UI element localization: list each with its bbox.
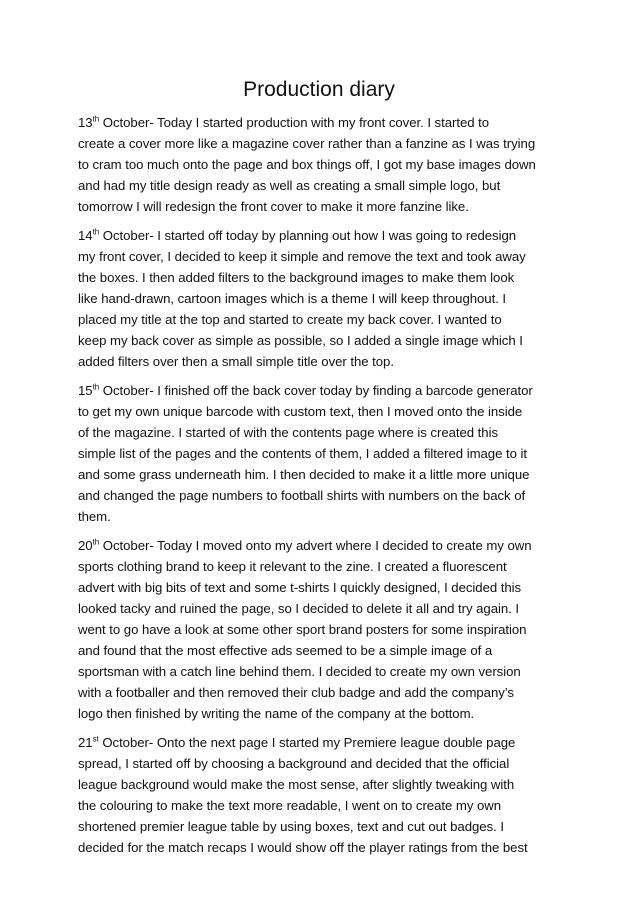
entry-date-day: 14 — [78, 228, 93, 243]
entry-line-text: October- Onto the next page I started my Premiere league double page — [98, 735, 516, 750]
entry-line: logo then finished by writing the name of the company at the bottom. — [78, 706, 475, 721]
entry-line — [78, 535, 568, 556]
entry-line: like hand-drawn, cartoon images which is a theme I will keep throughout. I — [78, 291, 507, 306]
diary-entry — [78, 535, 568, 724]
entry-line: and changed the page numbers to football shirts with numbers on the back of — [78, 488, 526, 503]
entry-line: simple list of the pages and the contents of them, I added a filtered image to it — [78, 446, 527, 461]
entry-line: keep my back cover as simple as possible, so I added a single image which I — [78, 333, 523, 348]
entry-line: placed my title at the top and started to create my back cover. I wanted to — [78, 312, 502, 327]
entry-line: create a cover more like a magazine cover rather than a fanzine as I was trying — [78, 136, 536, 151]
entry-line: sports clothing brand to keep it relevant to the zine. I created a fluorescent — [78, 559, 507, 574]
entry-date-suffix: th — [92, 227, 100, 237]
entry-line: added filters over then a small simple title over the top. — [78, 354, 394, 369]
entry-line — [78, 112, 568, 133]
entry-date-suffix: th — [92, 537, 100, 547]
entry-line: and had my title design ready as well as creating a small simple logo, but — [78, 178, 501, 193]
entry-line: shortened premier league table by using boxes, text and cut out badges. I — [78, 819, 504, 834]
entry-line: to cram too much onto the page and box things off, I got my base images down — [78, 157, 536, 172]
entry-date-suffix: th — [92, 382, 100, 392]
diary-entry — [78, 732, 568, 858]
entry-line: my front cover, I decided to keep it simple and remove the text and took away — [78, 249, 526, 264]
entry-line: them. — [78, 509, 111, 524]
entry-date-day: 13 — [78, 115, 93, 130]
entry-line — [78, 225, 568, 246]
entry-line: the boxes. I then added filters to the background images to make them look — [78, 270, 515, 285]
entry-line: looked tacky and ruined the page, so I decided to delete it all and try again. I — [78, 601, 520, 616]
entry-line: and some grass underneath him. I then decided to make it a little more unique — [78, 467, 530, 482]
entry-date-suffix: st — [92, 734, 99, 744]
entry-line-text: October- Today I moved onto my advert where I decided to create my own — [99, 538, 532, 553]
entry-line-text: October- I finished off the back cover today by finding a barcode generator — [99, 383, 533, 398]
entry-date-day: 20 — [78, 538, 93, 553]
diary-entry — [78, 112, 568, 217]
entry-line: went to go have a look at some other sport brand posters for some inspiration — [78, 622, 527, 637]
entry-line: tomorrow I will redesign the front cover to make it more fanzine like. — [78, 199, 469, 214]
entry-line: spread, I started off by choosing a background and decided that the official — [78, 756, 510, 771]
entry-line-text: October- I started off today by planning out how I was going to redesign — [99, 228, 517, 243]
diary-entry — [78, 380, 568, 527]
entry-line — [78, 732, 568, 753]
entry-line: with a footballer and then removed their club badge and add the company’s — [78, 685, 514, 700]
entry-line: decided for the match recaps I would show off the player ratings from the best — [78, 840, 528, 855]
entry-date-day: 15 — [78, 383, 93, 398]
diary-body — [78, 112, 568, 866]
page-title: Production diary — [243, 78, 395, 101]
entry-line — [78, 380, 568, 401]
entry-line: league background would make the most sense, after slightly tweaking with — [78, 777, 515, 792]
entry-date-day: 21 — [78, 735, 93, 750]
entry-line-text: October- Today I started production with my front cover. I started to — [99, 115, 490, 130]
entry-line: and found that the most effective ads seemed to be a simple image of a — [78, 643, 493, 658]
entry-line: of the magazine. I started of with the contents page where is created this — [78, 425, 499, 440]
entry-line: advert with big bits of text and some t-shirts I quickly designed, I decided this — [78, 580, 522, 595]
diary-entry — [78, 225, 568, 372]
entry-line: to get my own unique barcode with custom text, then I moved onto the inside — [78, 404, 523, 419]
entry-line: the colouring to make the text more readable, I went on to create my own — [78, 798, 502, 813]
entry-line: sportsman with a catch line behind them. I decided to create my own version — [78, 664, 521, 679]
entry-date-suffix: th — [92, 114, 100, 124]
